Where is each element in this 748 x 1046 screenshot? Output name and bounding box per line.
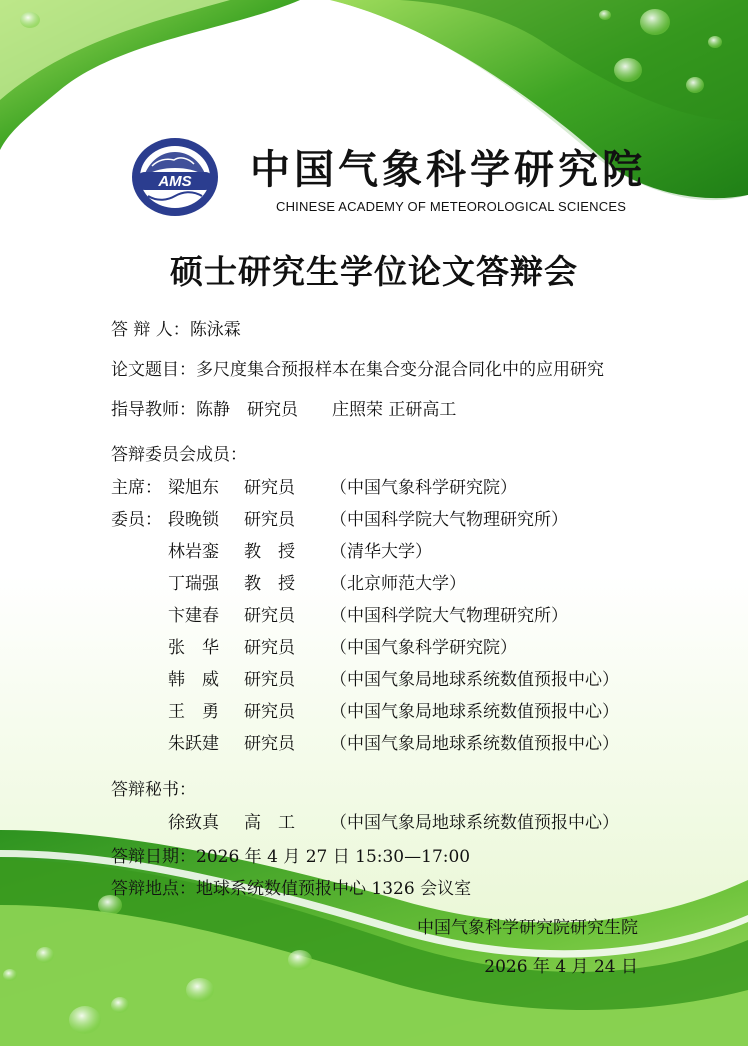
member-org: （中国气象局地球系统数值预报中心）: [330, 734, 619, 754]
institution-name-en: CHINESE ACADEMY OF METEOROLOGICAL SCIENCES: [276, 199, 627, 214]
secretary-org: （中国气象局地球系统数值预报中心）: [330, 813, 619, 833]
date-value: 2026 年 4 月 27 日 15:30—17:00: [196, 847, 471, 867]
member-name: 朱跃建: [168, 734, 219, 754]
member-name: 林岩銮: [168, 542, 219, 562]
advisors-label: 指导教师：: [111, 400, 196, 420]
thesis-label: 论文题目：: [111, 360, 196, 380]
member-org: （中国科学院大气物理研究所）: [330, 606, 568, 626]
issuer: 中国气象科学研究院研究生院: [417, 918, 638, 938]
chair-name: 梁旭东: [168, 478, 219, 498]
member-title: 研究员: [244, 670, 295, 690]
member-name: 段晚锁: [168, 510, 219, 530]
svg-text:AMS: AMS: [158, 173, 192, 190]
date-label: 答辩日期：: [111, 847, 196, 867]
member-title: 教 授: [244, 542, 295, 562]
member-title: 研究员: [244, 606, 295, 626]
candidate-line: [111, 315, 241, 340]
member-title: 教 授: [244, 574, 295, 594]
member-org: （北京师范大学）: [330, 574, 466, 594]
member-name: 卞建春: [168, 606, 219, 626]
member-label: 委员：: [111, 510, 162, 530]
thesis-title: 多尺度集合预报样本在集合变分混合同化中的应用研究: [196, 360, 604, 380]
committee-heading: 答辩委员会成员：: [111, 445, 247, 465]
chair-label: 主席：: [111, 478, 162, 498]
page-title: 硕士研究生学位论文答辩会: [170, 252, 578, 291]
member-name: 韩 威: [168, 670, 219, 690]
secretary-title: 高 工: [244, 813, 295, 833]
chair-title: 研究员: [244, 478, 295, 498]
member-org: （中国气象科学研究院）: [330, 638, 517, 658]
ams-logo: [130, 136, 220, 218]
member-org: （中国科学院大气物理研究所）: [330, 510, 568, 530]
member-name: 丁瑞强: [168, 574, 219, 594]
member-name: 王 勇: [168, 702, 219, 722]
candidate-label: 答 辩 人：: [111, 320, 190, 340]
member-title: 研究员: [244, 638, 295, 658]
institution-name-cn: 中国气象科学研究院: [250, 146, 646, 193]
member-title: 研究员: [244, 702, 295, 722]
member-org: （清华大学）: [330, 542, 432, 562]
member-title: 研究员: [244, 510, 295, 530]
member-name: 张 华: [168, 638, 219, 658]
issue-date: 2026 年 4 月 24 日: [484, 957, 638, 977]
advisors-value: 陈静 研究员 庄照荣 正研高工: [196, 400, 457, 420]
member-org: （中国气象局地球系统数值预报中心）: [330, 670, 619, 690]
location-line: [111, 874, 471, 899]
candidate-name: 陈泳霖: [189, 320, 241, 340]
chair-org: （中国气象科学研究院）: [330, 478, 517, 498]
location-label: 答辩地点：: [111, 879, 196, 899]
thesis-line: [111, 355, 604, 380]
member-org: （中国气象局地球系统数值预报中心）: [330, 702, 619, 722]
member-title: 研究员: [244, 734, 295, 754]
secretary-heading: 答辩秘书：: [111, 780, 196, 800]
date-line: [111, 842, 470, 867]
advisors-line: [111, 395, 456, 420]
location-value: 地球系统数值预报中心 1326 会议室: [196, 879, 472, 899]
secretary-name: 徐致真: [168, 813, 219, 833]
